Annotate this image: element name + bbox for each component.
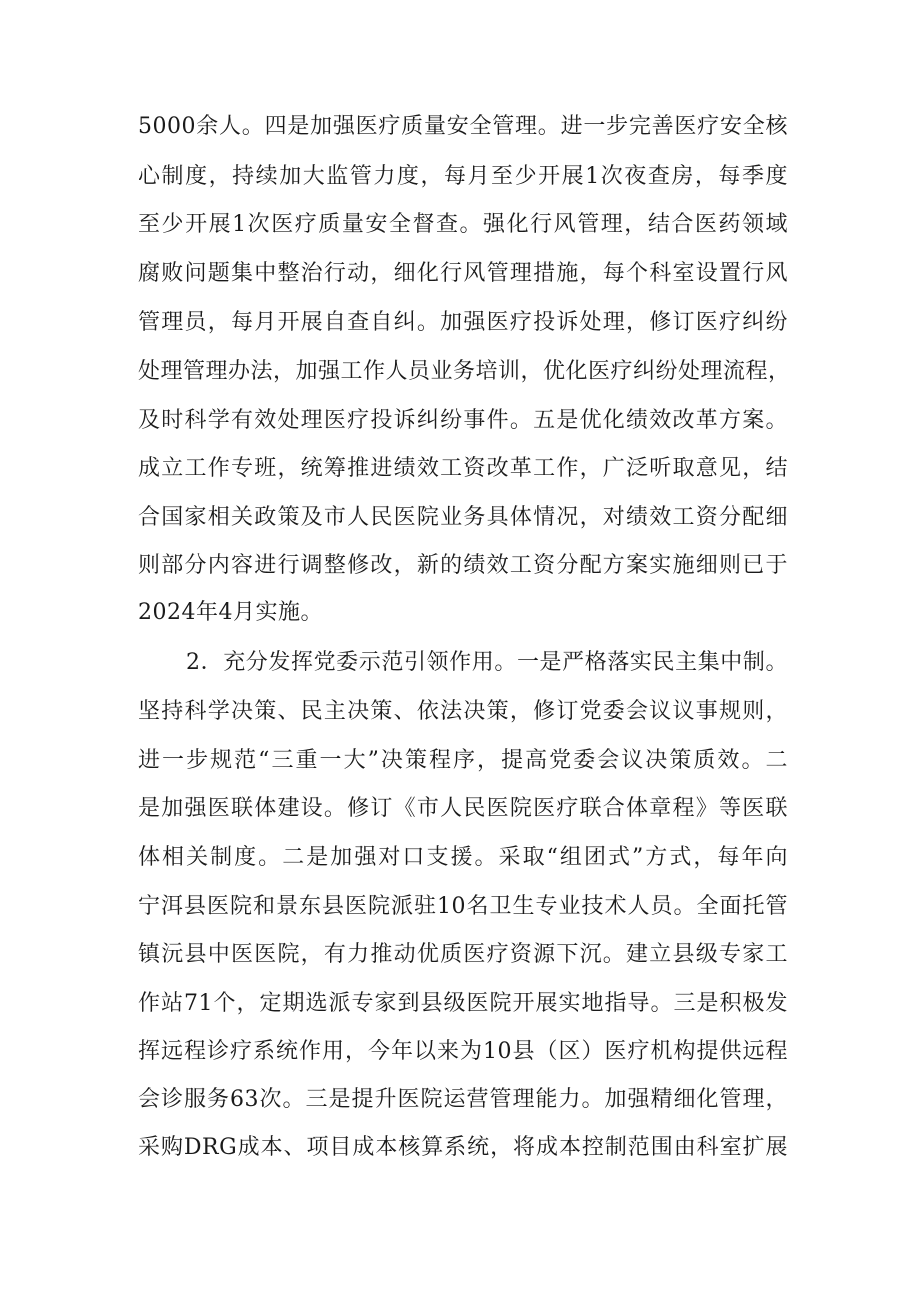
text-line: 宁洱县医院和景东县医院派驻10名卫生专业技术人员。全面托管	[138, 894, 788, 919]
text-line: 作站71个，定期选派专家到县级医院开展实地指导。三是积极发	[138, 991, 788, 1016]
text-line: 心制度，持续加大监管力度，每月至少开展1次夜查房，每季度	[138, 164, 788, 189]
text-line: 采购DRG成本、项目成本核算系统，将成本控制范围由科室扩展	[138, 1135, 788, 1160]
text-line: 合国家相关政策及市人民医院业务具体情况，对绩效工资分配细	[138, 505, 788, 530]
text-line: 5000余人。四是加强医疗质量安全管理。进一步完善医疗安全核	[138, 114, 788, 139]
text-line: 镇沅县中医医院，有力推动优质医疗资源下沉。建立县级专家工	[138, 942, 788, 967]
text-line: 进一步规范“三重一大”决策程序，提高党委会议决策质效。二	[138, 748, 788, 773]
text-line: 成立工作专班，统筹推进绩效工资改革工作，广泛听取意见，结	[138, 456, 788, 481]
text-line: 是加强医联体建设。修订《市人民医院医疗联合体章程》等医联	[138, 796, 788, 821]
paragraph-heading-line: 2．充分发挥党委示范引领作用。一是严格落实民主集中制。	[186, 650, 788, 675]
text-line: 会诊服务63次。三是提升医院运营管理能力。加强精细化管理，	[138, 1087, 788, 1112]
text-line: 腐败问题集中整治行动，细化行风管理措施，每个科室设置行风	[138, 261, 788, 286]
text-line: 则部分内容进行调整修改，新的绩效工资分配方案实施细则已于	[138, 553, 788, 578]
text-line: 管理员，每月开展自查自纠。加强医疗投诉处理，修订医疗纠纷	[138, 310, 788, 335]
text-line: 2024年4月实施。	[138, 600, 323, 625]
text-line: 处理管理办法，加强工作人员业务培训，优化医疗纠纷处理流程，	[138, 359, 791, 384]
text-line: 挥远程诊疗系统作用，今年以来为10县（区）医疗机构提供远程	[138, 1039, 788, 1064]
text-line: 坚持科学决策、民主决策、依法决策，修订党委会议议事规则，	[138, 699, 788, 724]
text-line: 至少开展1次医疗质量安全督查。强化行风管理，结合医药领域	[138, 212, 788, 237]
text-line: 及时科学有效处理医疗投诉纠纷事件。五是优化绩效改革方案。	[138, 408, 788, 433]
text-line: 体相关制度。二是加强对口支援。采取“组团式”方式，每年向	[138, 845, 788, 870]
